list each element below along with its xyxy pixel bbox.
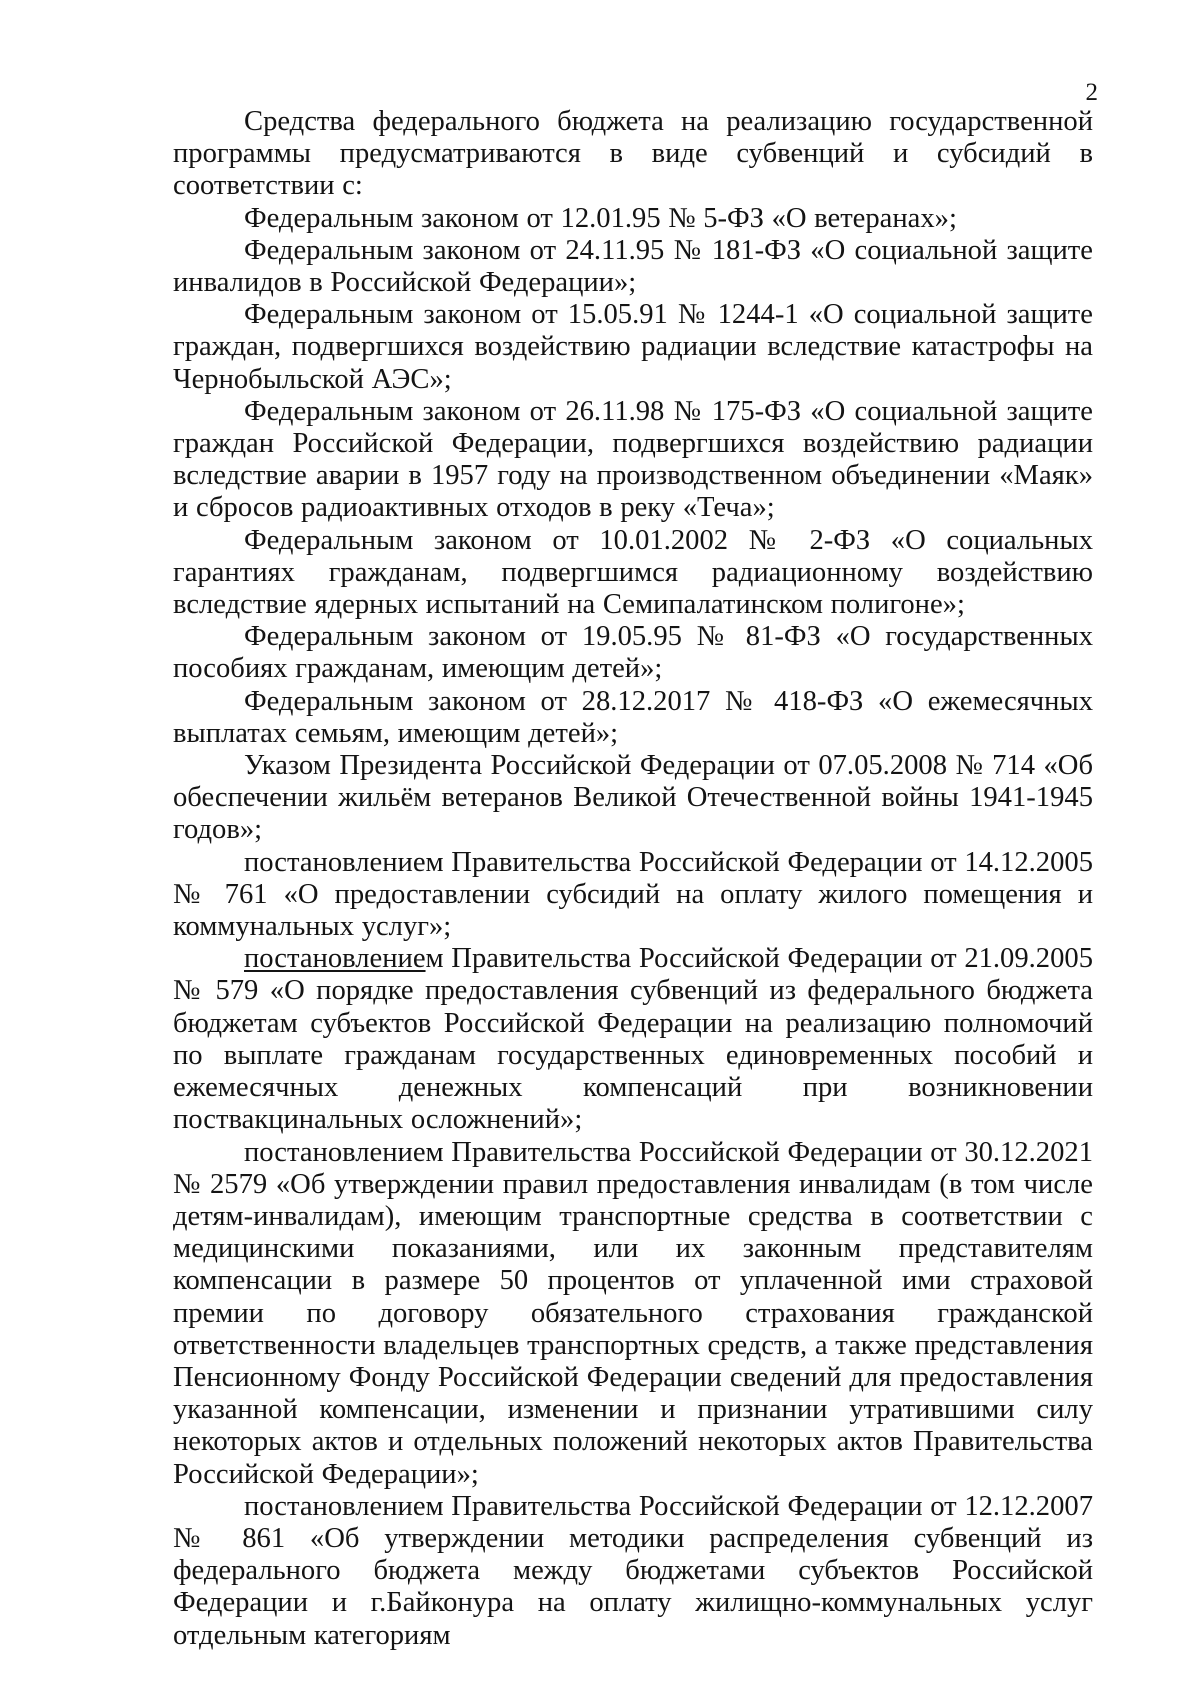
paragraph-law-mayak: Федеральным законом от 26.11.98 № 175-ФЗ «О социальной защите граждан Российской Федерации, подвергшихся воздействию радиации вследствие аварии в 1957 году на производственном объединении «Маяк» и сбросов радиоактивных отходов в реку «Теча»; [173, 395, 1093, 524]
paragraph-law-semipalatinsk: Федеральным законом от 10.01.2002 № 2-ФЗ «О социальных гарантиях гражданам, подвергшимся радиационному воздействию вследствие ядерных испытаний на Семипалатинском полигоне»; [173, 524, 1093, 621]
document-body [173, 106, 1093, 1652]
paragraph-intro: Средства федерального бюджета на реализацию государственной программы предусматриваются в виде субвенций и субсидий в соответствии с: [173, 106, 1093, 202]
paragraph-law-chernobyl: Федеральным законом от 15.05.91 № 1244-1 «О социальной защите граждан, подвергшихся воздействию радиации вследствие катастрофы на Чернобыльской АЭС»; [173, 299, 1093, 395]
page-number: 2 [1085, 79, 1098, 106]
paragraph-law-disabled: Федеральным законом от 24.11.95 № 181-ФЗ «О социальной защите инвалидов в Российской Федерации»; [173, 234, 1093, 299]
paragraph-resolution-2579: постановлением Правительства Российской Федерации от 30.12.2021 № 2579 «Об утверждении правил предоставления инвалидам (в том числе детям-инвалидам), имеющим транспортные средства в соответствии с медицинскими показаниями, или их законным представителям компенсации в размере 50 процентов от уплаченной ими страховой премии по договору обязательного страхования гражданской ответственности владельцев транспортных средств, а также представления Пенсионному Фонду Российской Федерации сведений для предоставления указанной компенсации, изменении и признании утратившими силу некоторых актов и отдельных положений некоторых актов Правительства Российской Федерации»; [173, 1136, 1093, 1490]
paragraph-resolution-579-text: м Правительства Российской Федерации от 21.09.2005 № 579 «О порядке предоставления субвенций из федерального бюджета бюджетам субъектов Российской Федерации на реализацию полномочий по выплате гражданам государственных единовременных пособий и ежемесячных денежных компенсаций при возникновении поствакцинальных осложнений»; [173, 943, 1093, 1136]
paragraph-resolution-761: постановлением Правительства Российской Федерации от 14.12.2005 № 761 «О предоставлении субсидий на оплату жилого помещения и коммунальных услуг»; [173, 846, 1093, 943]
paragraph-law-monthly-payments: Федеральным законом от 28.12.2017 № 418-ФЗ «О ежемесячных выплатах семьям, имеющим детей»; [173, 685, 1093, 749]
paragraph-resolution-579 [173, 943, 1093, 1136]
paragraph-law-veterans: Федеральным законом от 12.01.95 № 5-ФЗ «О ветеранах»; [244, 202, 957, 234]
underlined-word: постановление [244, 943, 426, 975]
paragraph-law-benefits: Федеральным законом от 19.05.95 № 81-ФЗ «О государственных пособиях гражданам, имеющим детей»; [173, 621, 1093, 685]
paragraph-decree-housing: Указом Президента Российской Федерации от 07.05.2008 № 714 «Об обеспечении жильём ветеранов Великой Отечественной войны 1941-1945 годов»; [173, 750, 1093, 846]
paragraph-resolution-861: постановлением Правительства Российской Федерации от 12.12.2007 № 861 «Об утверждении методики распределения субвенций из федерального бюджета между бюджетами субъектов Российской Федерации и г.Байконура на оплату жилищно-коммунальных услуг отдельным категориям [173, 1490, 1093, 1651]
